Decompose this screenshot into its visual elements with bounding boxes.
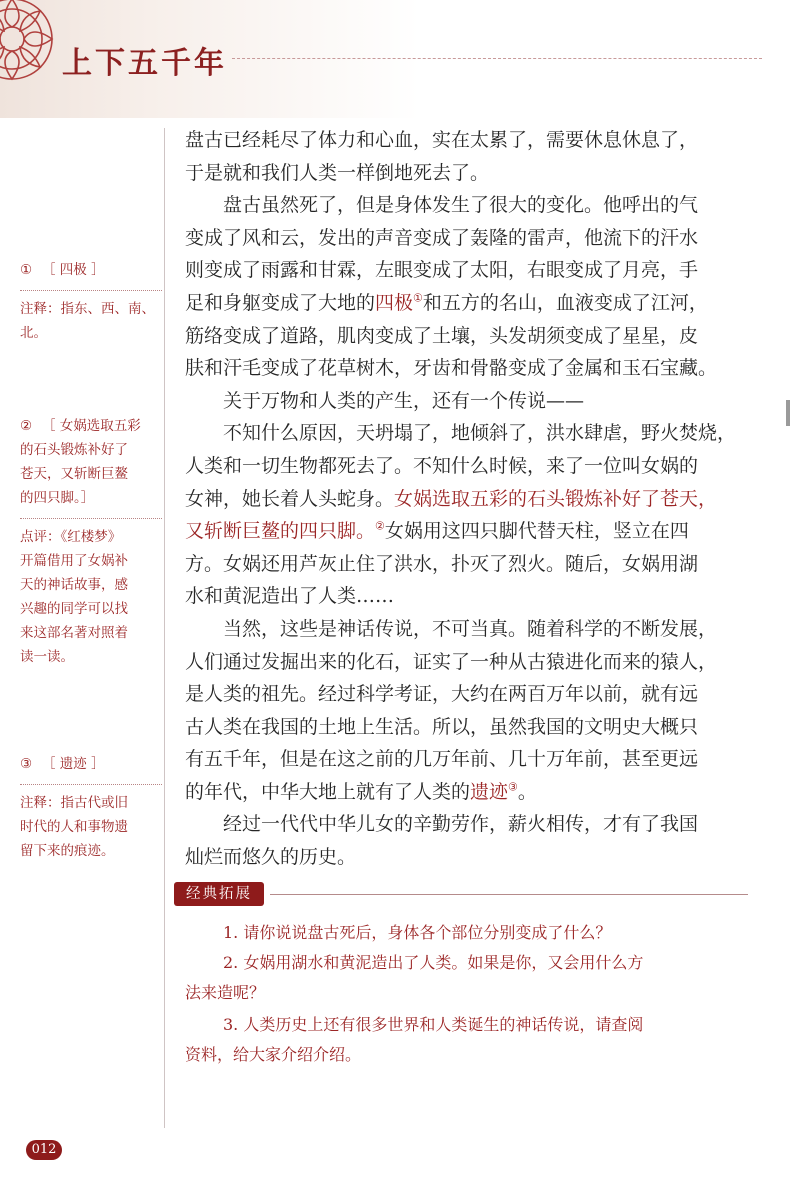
text-line: 足和身躯变成了大地的 bbox=[185, 291, 376, 314]
note-line: 来这部名著对照着 bbox=[20, 625, 128, 641]
paragraph-4 bbox=[185, 417, 755, 613]
text-line: 盘古虽然死了，但是身体发生了很大的变化。他呼出的气 bbox=[223, 194, 699, 217]
note-line: 天的神话故事，感 bbox=[20, 577, 128, 593]
paragraph-1 bbox=[185, 124, 755, 189]
note-term-line: 的四只脚。］ bbox=[20, 490, 95, 506]
text-line: 女神，她长着人头蛇身。 bbox=[185, 487, 395, 510]
question-1 bbox=[185, 918, 755, 948]
text-line: 方。女娲还用芦灰止住了洪水，扑灭了烈火。随后，女娲用湖 bbox=[185, 552, 699, 575]
note-header bbox=[20, 414, 162, 438]
annotated-term-siji: 四极 bbox=[375, 291, 414, 314]
paragraph-2 bbox=[185, 189, 755, 385]
note-term-line: 的石头锻炼补好了 bbox=[20, 442, 128, 458]
question-line: 资料，给大家介绍介绍。 bbox=[185, 1045, 362, 1064]
note-number: ② bbox=[20, 418, 33, 434]
highlighted-sentence: 又斩断巨鳌的四只脚。 bbox=[185, 520, 376, 543]
text-line: 当然，这些是神话传说，不可当真。随着科学的不断发展， bbox=[223, 617, 718, 640]
text-line: 于是就和我们人类一样倒地死去了。 bbox=[185, 161, 490, 184]
question-line: 法来造呢？ bbox=[185, 983, 266, 1002]
note-number: ③ bbox=[20, 756, 33, 772]
note-divider bbox=[20, 290, 162, 291]
footnote-marker-2: ② bbox=[375, 519, 385, 533]
text-line: 筋络变成了道路，肌肉变成了土壤，头发胡须变成了星星，皮 bbox=[185, 324, 699, 347]
text-line: 女娲用这四只脚代替天柱，竖立在四 bbox=[384, 520, 689, 543]
note-term: ［ 女娲选取五彩 bbox=[42, 418, 141, 434]
note-line: 注释：指东、西、南、 bbox=[20, 301, 155, 317]
note-body bbox=[20, 297, 162, 345]
text-line: 的年代，中华大地上就有了人类的 bbox=[185, 780, 471, 803]
footnote-marker-3: ③ bbox=[508, 780, 518, 794]
margin-note-2 bbox=[20, 414, 162, 669]
note-line: 注释：指古代或旧 bbox=[20, 795, 128, 811]
paragraph-6 bbox=[185, 808, 755, 873]
text-line: 人们通过发掘出来的化石，证实了一种从古猿进化而来的猿人， bbox=[185, 650, 718, 673]
text-line: 和五方的名山，血液变成了江河， bbox=[422, 291, 708, 314]
annotated-term-yiji: 遗迹 bbox=[470, 780, 509, 803]
text-line: 关于万物和人类的产生，还有一个传说—— bbox=[223, 389, 585, 412]
note-header bbox=[20, 258, 162, 282]
margin-note-3 bbox=[20, 752, 162, 863]
text-line: 灿烂而悠久的历史。 bbox=[185, 846, 357, 869]
note-number: ① bbox=[20, 262, 33, 278]
page-edge-marker bbox=[786, 400, 790, 426]
note-line: 时代的人和事物遗 bbox=[20, 819, 128, 835]
text-line: 人类和一切生物都死去了。不知什么时候，来了一位叫女娲的 bbox=[185, 454, 699, 477]
text-line: 盘古已经耗尽了体力和心血，实在太累了，需要休息休息了， bbox=[185, 129, 699, 151]
note-line: 北。 bbox=[20, 325, 47, 341]
margin-divider bbox=[164, 128, 165, 1128]
note-term: ［ 遗迹 ］ bbox=[42, 756, 105, 772]
highlighted-sentence: 女娲选取五彩的石头锻炼补好了苍天， bbox=[394, 487, 718, 510]
text-line: 变成了风和云，发出的声音变成了轰隆的雷声，他流下的汗水 bbox=[185, 226, 699, 249]
paragraph-5 bbox=[185, 613, 755, 809]
question-2 bbox=[185, 948, 755, 1008]
note-line: 开篇借用了女娲补 bbox=[20, 553, 128, 569]
note-term-line: 苍天，又斩断巨鳌 bbox=[20, 466, 128, 482]
header-divider bbox=[232, 58, 762, 59]
question-line: 3. 人类历史上还有很多世界和人类诞生的神话传说，请查阅 bbox=[223, 1015, 644, 1034]
extension-section-label: 经典拓展 bbox=[174, 882, 264, 906]
note-divider bbox=[20, 784, 162, 785]
text-line: 不知什么原因，天坍塌了，地倾斜了，洪水肆虐，野火焚烧， bbox=[223, 422, 737, 445]
question-3 bbox=[185, 1010, 755, 1070]
question-line: 1. 请你说说盘古死后，身体各个部位分别变成了什么？ bbox=[223, 923, 612, 942]
note-body bbox=[20, 791, 162, 863]
text-line: 是人类的祖先。经过科学考证，大约在两百万年以前，就有远 bbox=[185, 683, 699, 706]
note-line: 读一读。 bbox=[20, 649, 74, 665]
note-line: 点评：《红楼梦》 bbox=[20, 529, 122, 545]
note-body bbox=[20, 525, 162, 669]
note-term: ［ 四极 ］ bbox=[42, 262, 105, 278]
page-number: 012 bbox=[26, 1140, 62, 1160]
book-title: 上下五千年 bbox=[62, 46, 227, 81]
paragraph-3 bbox=[185, 385, 755, 418]
text-line: 则变成了雨露和甘霖，左眼变成了太阳，右眼变成了月亮，手 bbox=[185, 259, 699, 282]
text-line: 经过一代代中华儿女的辛勤劳作，薪火相传，才有了我国 bbox=[223, 813, 699, 836]
note-header bbox=[20, 752, 162, 776]
note-divider bbox=[20, 518, 162, 519]
question-line: 2. 女娲用湖水和黄泥造出了人类。如果是你，又会用什么方 bbox=[223, 953, 644, 972]
text-line: 古人类在我国的土地上生活。所以，虽然我国的文明史大概只 bbox=[185, 715, 699, 738]
text-line: 有五千年，但是在这之前的几万年前、几十万年前，甚至更远 bbox=[185, 748, 699, 771]
text-line: 肤和汗毛变成了花草树木，牙齿和骨骼变成了金属和玉石宝藏。 bbox=[185, 357, 718, 380]
main-text bbox=[185, 124, 755, 874]
footnote-marker-1: ① bbox=[413, 291, 423, 305]
margin-note-1 bbox=[20, 258, 162, 345]
text-line: 。 bbox=[517, 780, 537, 803]
extension-divider bbox=[270, 894, 748, 895]
note-line: 留下来的痕迹。 bbox=[20, 843, 115, 859]
floral-ornament-icon bbox=[0, 0, 58, 104]
note-line: 兴趣的同学可以找 bbox=[20, 601, 128, 617]
text-line: 水和黄泥造出了人类…… bbox=[185, 585, 395, 608]
